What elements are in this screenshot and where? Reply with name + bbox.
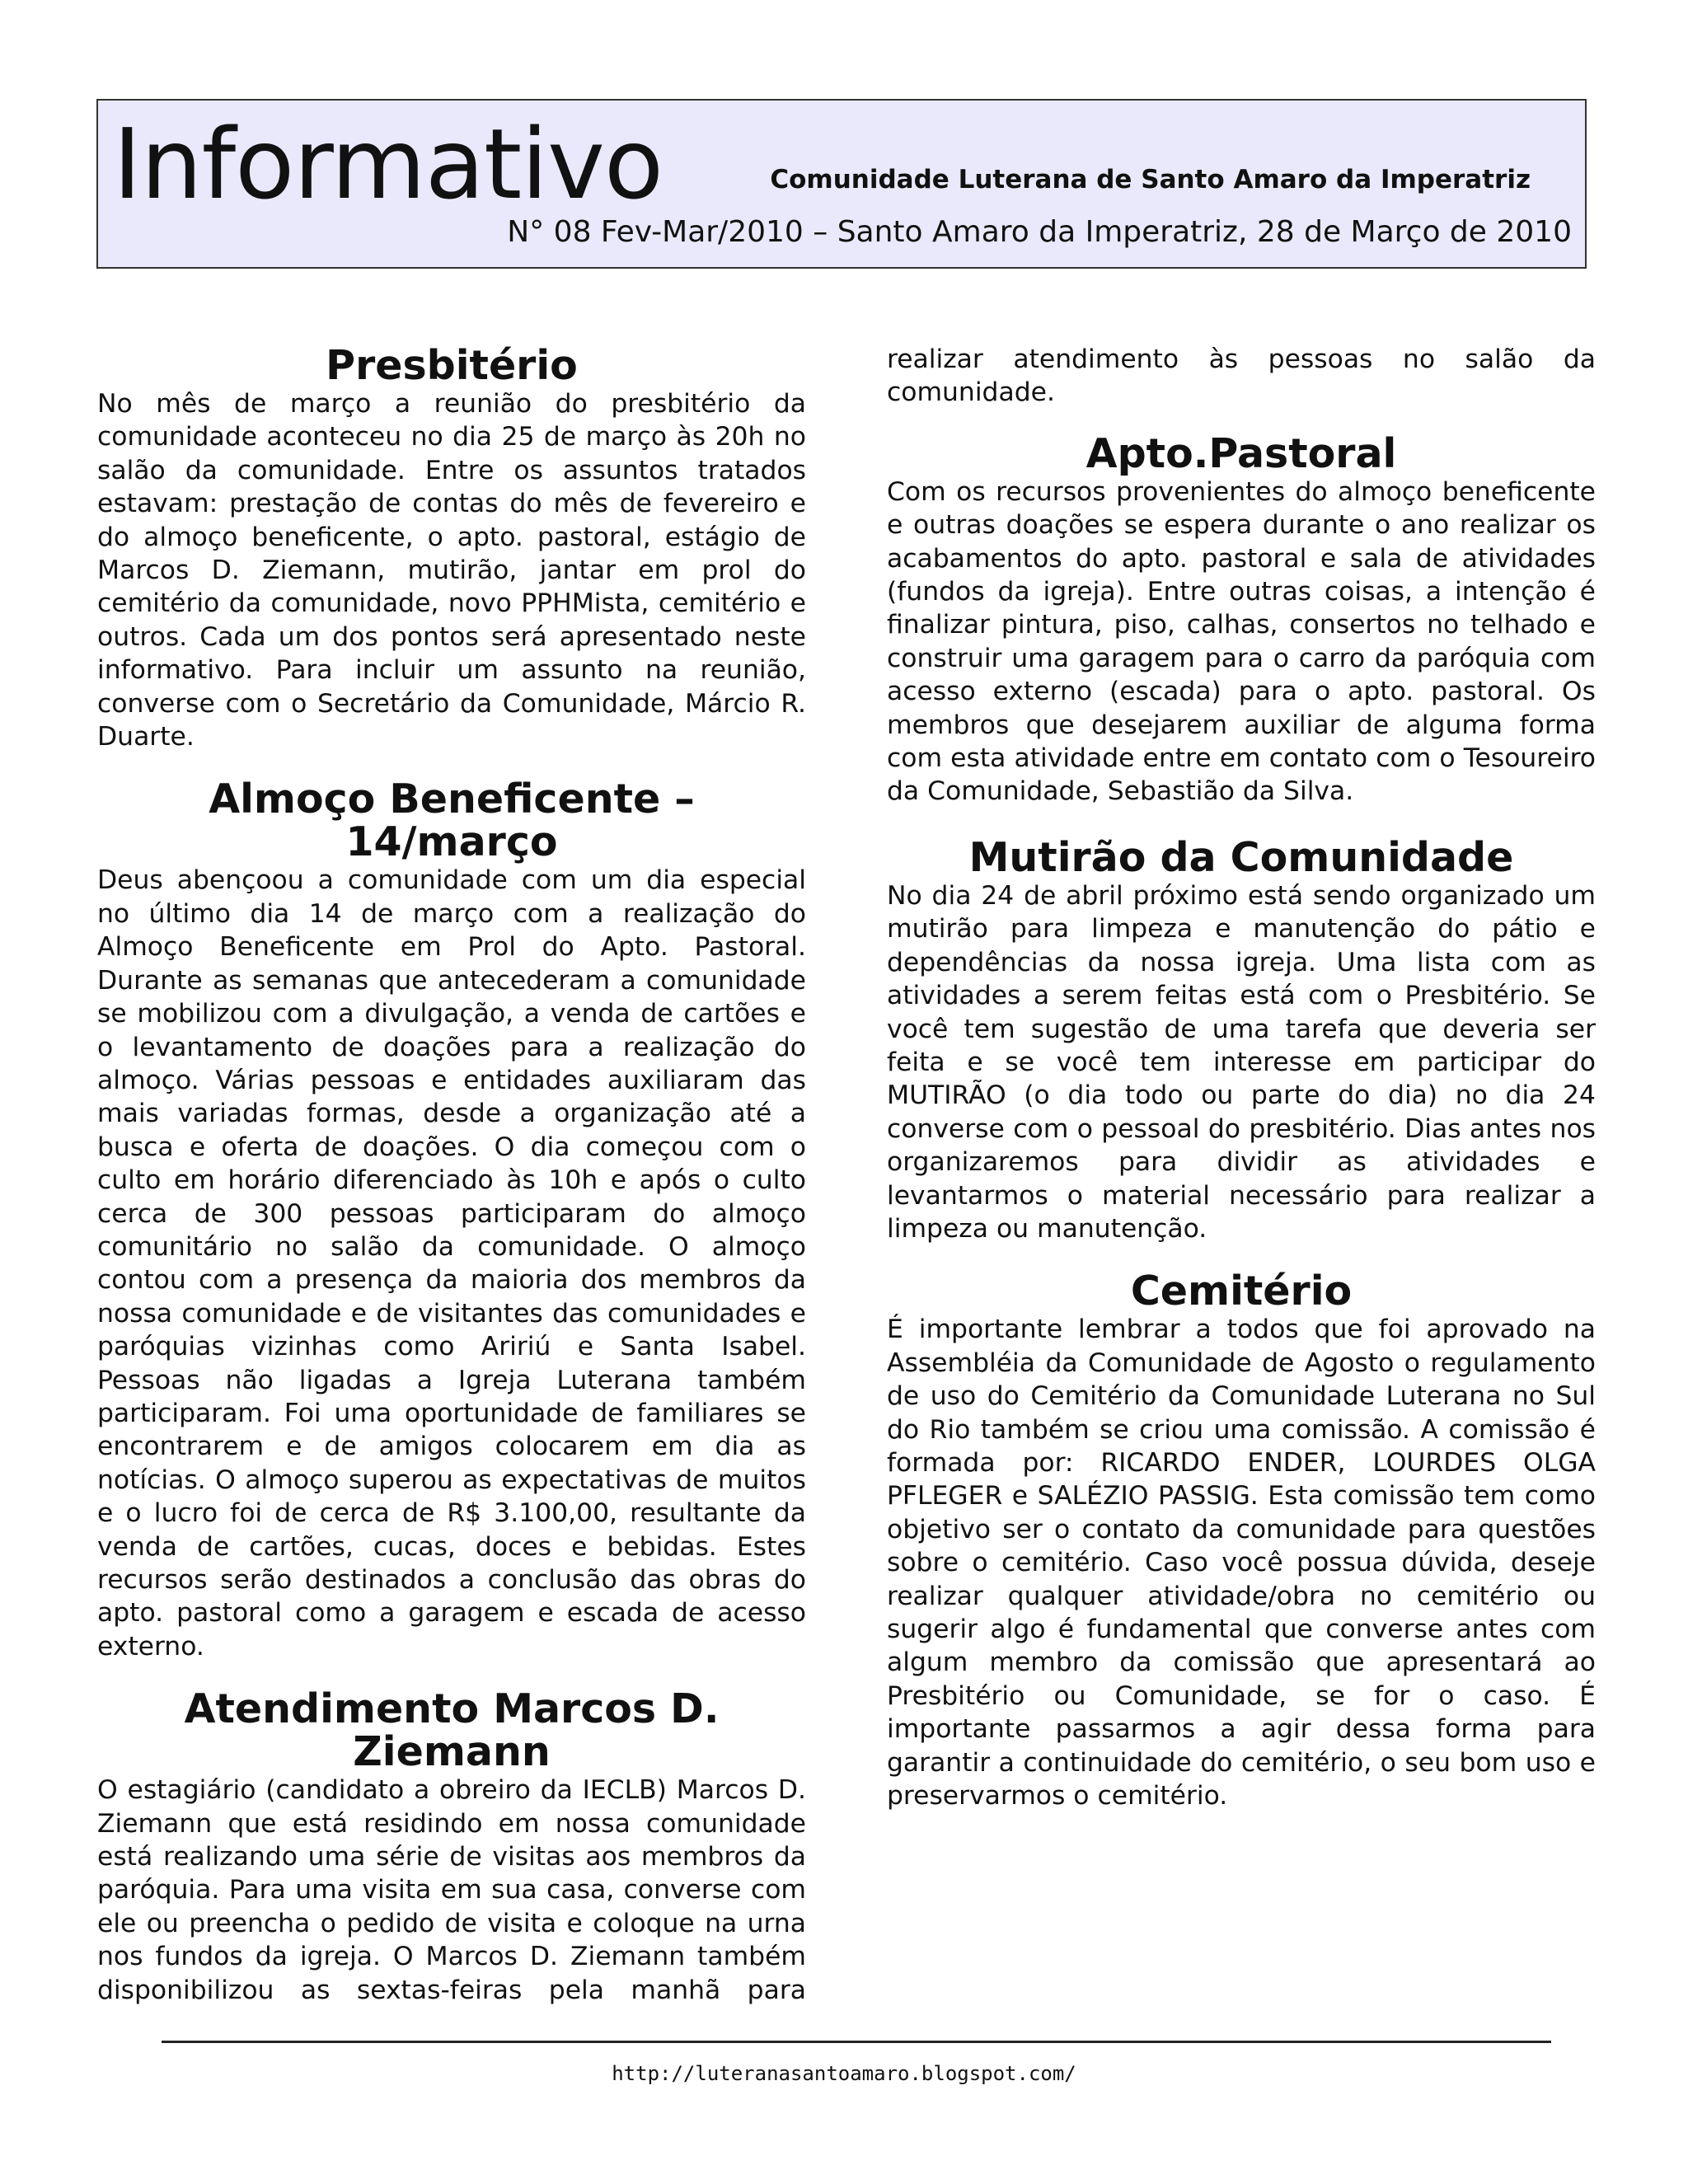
presbiterio-body: No mês de março a reunião do presbitério da comunidade aconteceu no dia 25 de março às 20h no salão da comunidade. Entre os assuntos tratados estavam: prestação de contas do mês de fevereiro e do almoço beneficente, o apto. pastoral, estágio de Marcos D. Ziemann, mutirão, jantar em prol do cemitério da comunidade, novo PPHMista, cemitério e outros. Cada um dos pontos será apresentado neste informativo. Para incluir um assunto na reunião, converse com o Secretário da Comunidade, Márcio R. Duarte. xyxy=(97,389,806,752)
atendimento-heading: Atendimento Marcos D. Ziemann xyxy=(184,1685,720,1776)
footer-link[interactable]: http://luteranasantoamaro.blogspot.com/ xyxy=(612,2062,1076,2085)
cemiterio-body: É importante lembrar a todos que foi aprovado na Assembléia da Comunidade de Agosto o regulamento de uso do Cemitério da Comunidade Luterana no Sul do Rio também se criou uma comissão. A comissão é formada por: RICARDO ENDER, LOURDES OLGA PFLEGER e SALÉZIO PASSIG. Esta comissão tem como objetivo ser o contato da comunidade para questões sobre o cemitério. Caso você possua dúvida, deseje realizar qualquer atividade/obra no cemitério ou sugerir algo é fundamental que converse antes com algum membro da comissão que apresentará ao Presbitério ou Comunidade, se for o caso. É importante passarmos a agir dessa forma para garantir a continuidade do cemitério, o seu bom uso e preservarmos o cemitério. xyxy=(887,1315,1596,1811)
right-column xyxy=(887,343,1596,1812)
masthead xyxy=(96,99,1587,269)
issue-line: N° 08 Fev-Mar/2010 – Santo Amaro da Imperatriz, 28 de Março de 2010 xyxy=(507,215,1572,249)
newsletter-title: Informativo xyxy=(113,107,663,221)
cemiterio-heading: Cemitério xyxy=(1130,1268,1353,1315)
almoco-heading: Almoço Beneficente – 14/março xyxy=(209,776,695,866)
left-column xyxy=(97,343,806,2007)
apto-body: Com os recursos provenientes do almoço beneficente e outras doações se espera durante o ano realizar os acabamentos do apto. pastoral e sala de atividades (fundos da igreja). Entre outras coisas, a intenção é finalizar pintura, piso, calhas, consertos no telhado e construir uma garagem para o carro da paróquia com acesso externo (escada) para o apto. pastoral. Os membros que desejarem auxiliar de alguma forma com esta atividade entre em contato com o Tesoureiro da Comunidade, Sebastião da Silva. xyxy=(887,476,1596,807)
apto-heading: Apto.Pastoral xyxy=(1085,429,1397,477)
atendimento-continuation: realizar atendimento às pessoas no salão da comunidade. xyxy=(887,344,1596,408)
community-name: Comunidade Luterana de Santo Amaro da Imperatriz xyxy=(770,165,1531,194)
mutirao-body: No dia 24 de abril próximo está sendo organizado um mutirão para limpeza e manutenção do pátio e dependências da nossa igreja. Uma lista com as atividades a serem feitas está com o Presbitério. Se você tem sugestão de uma tarefa que deveria ser feita e se você tem interesse em participar do MUTIRÃO (o dia todo ou parte do dia) no dia 24 converse com o pessoal do presbitério. Dias antes nos organizaremos para dividir as atividades e levantarmos o material necessário para realizar a limpeza ou manutenção. xyxy=(887,880,1596,1244)
atendimento-body: O estagiário (candidato a obreiro da IECLB) Marcos D. Ziemann que está residindo em nossa comunidade está realizando uma série de visitas aos membros da paróquia. Para uma visita em sua casa, converse com ele ou preencha o pedido de visita e coloque na urna nos fundos da igreja. O Marcos D. Ziemann também disponibilizou as sextas-feiras pela manhã para xyxy=(97,1775,806,2005)
mutirao-heading: Mutirão da Comunidade xyxy=(968,833,1514,881)
almoco-body: Deus abençoou a comunidade com um dia especial no último dia 14 de março com a realização do Almoço Beneficente em Prol do Apto. Pastoral. Durante as semanas que antecederam a comunidade se mobilizou com a divulgação, a venda de cartões e o levantamento de doações para a realização do almoço. Várias pessoas e entidades auxiliaram das mais variadas formas, desde a organização até a busca e oferta de doações. O dia começou com o culto em horário diferenciado às 10h e após o culto cerca de 300 pessoas participaram do almoço comunitário no salão da comunidade. O almoço contou com a presença da maioria dos membros da nossa comunidade e de visitantes das comunidades e paróquias vizinhas como Aririú e Santa Isabel. Pessoas não ligadas a Igreja Luterana também participaram. Foi uma oportunidade de familiares se encontrarem e de amigos colocarem em dia as notícias. O almoço superou as expectativas de muitos e o lucro foi de cerca de R$ 3.100,00, resultante da venda de cartões, cucas, doces e bebidas. Estes recursos serão destinados a conclusão das obras do apto. pastoral como a garagem e escada de acesso externo. xyxy=(97,865,806,1661)
footer-divider xyxy=(162,2041,1551,2043)
presbiterio-heading: Presbitério xyxy=(326,342,578,389)
